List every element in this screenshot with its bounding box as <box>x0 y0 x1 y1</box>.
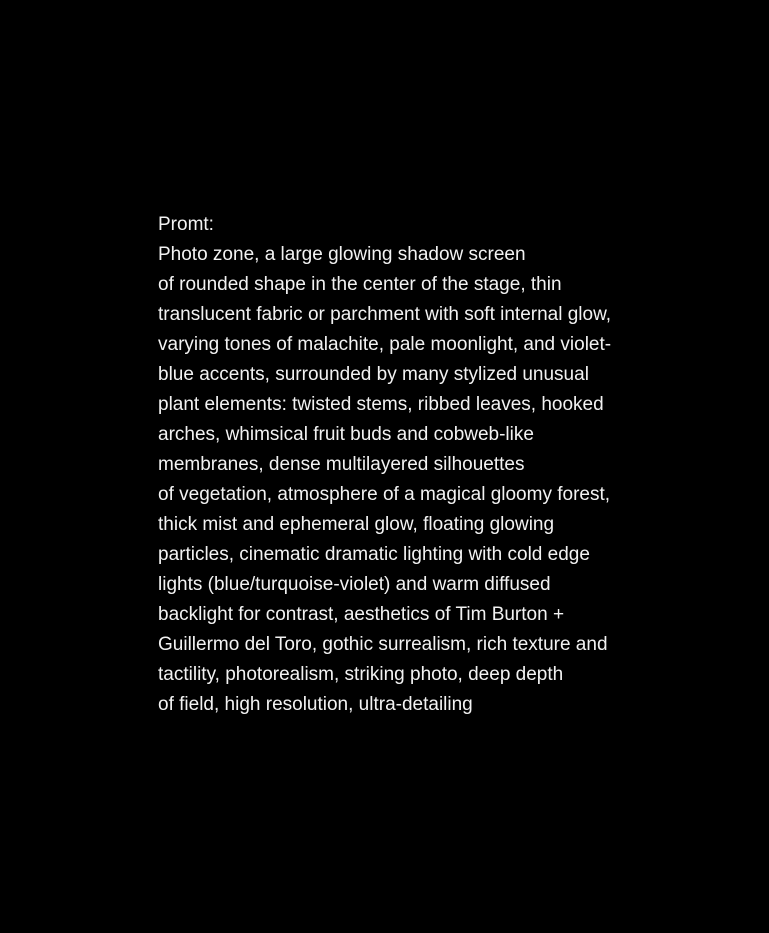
prompt-line: tactility, photorealism, striking photo, deep depth <box>158 664 564 685</box>
prompt-line: Photo zone, a large glowing shadow screen <box>158 244 526 265</box>
prompt-line: of rounded shape in the center of the stage, thin <box>158 274 562 295</box>
prompt-line: particles, cinematic dramatic lighting with cold edge <box>158 544 590 565</box>
prompt-line: membranes, dense multilayered silhouettes <box>158 454 525 475</box>
prompt-line: translucent fabric or parchment with soft internal glow, <box>158 304 612 325</box>
prompt-line: blue accents, surrounded by many stylized unusual <box>158 364 589 385</box>
prompt-text-block <box>158 210 758 720</box>
prompt-line: Guillermo del Toro, gothic surrealism, rich texture and <box>158 634 608 655</box>
prompt-line: of vegetation, atmosphere of a magical gloomy forest, <box>158 484 611 505</box>
prompt-line: thick mist and ephemeral glow, floating glowing <box>158 514 555 535</box>
prompt-line: lights (blue/turquoise-violet) and warm diffused <box>158 574 551 595</box>
prompt-line: arches, whimsical fruit buds and cobweb-like <box>158 424 534 445</box>
prompt-line: varying tones of malachite, pale moonlight, and violet- <box>158 334 612 355</box>
prompt-line: backlight for contrast, aesthetics of Tim Burton + <box>158 604 565 625</box>
prompt-line: of field, high resolution, ultra-detailing <box>158 694 473 715</box>
prompt-line: plant elements: twisted stems, ribbed leaves, hooked <box>158 394 604 415</box>
prompt-heading: Promt: <box>158 214 214 235</box>
